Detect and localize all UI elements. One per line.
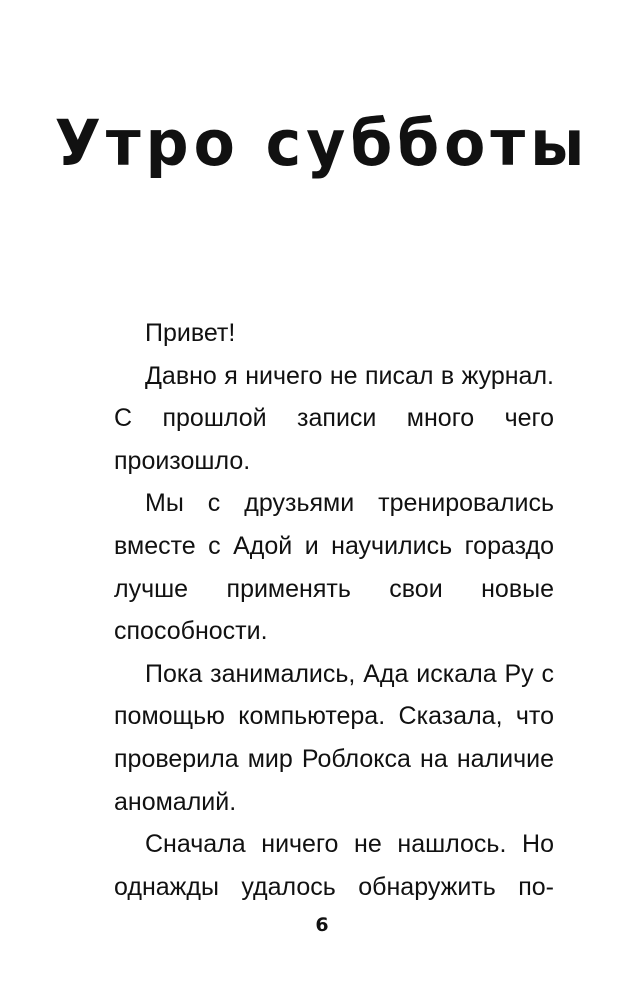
body-text bbox=[114, 312, 554, 908]
paragraph: Сначала ничего не нашлось. Но однажды удалось обнаружить по- bbox=[114, 830, 554, 901]
paragraph: Давно я ничего не писал в журнал. С прошлой записи много чего произошло. bbox=[114, 361, 554, 475]
chapter-title: Утро субботы bbox=[54, 107, 590, 181]
paragraph: Пока занимались, Ада искала Ру с помощью компьютера. Сказала, что проверила мир Роблокса на наличие аномалий. bbox=[114, 659, 554, 816]
page-number: 6 bbox=[315, 914, 329, 936]
paragraph: Мы с друзьями тренировались вместе с Адой и научились гораздо лучше применять свои новые способности. bbox=[114, 489, 554, 646]
paragraph: Привет! bbox=[145, 319, 236, 347]
